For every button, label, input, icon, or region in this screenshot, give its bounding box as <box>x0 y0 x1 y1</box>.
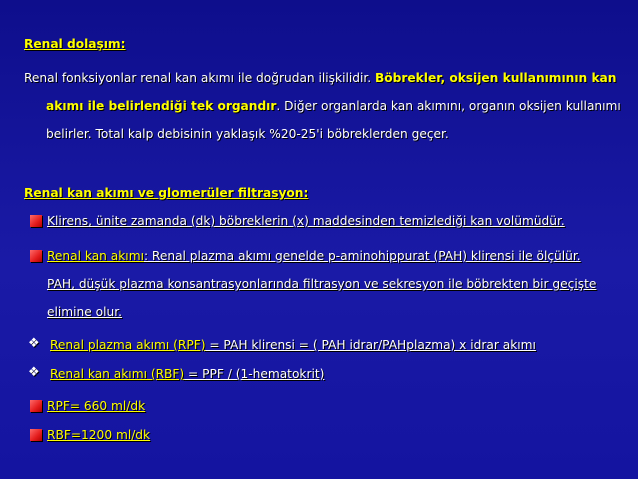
section2-heading <box>24 185 308 201</box>
rpf-term: Renal plazma akımı (RPF) <box>50 338 206 352</box>
bullet-rbf-formula <box>50 366 324 382</box>
klirens-term: Klirens <box>47 214 89 228</box>
klirens-definition: , ünite zamanda (dk) böbreklerin (x) maddesinden temizlediği kan volümüdür. <box>88 214 565 228</box>
bullet-rbf-value <box>47 427 150 443</box>
rbf-value-text: RBF=1200 ml/dk <box>47 428 151 442</box>
section2-heading-text: Renal kan akımı ve glomerüler filtrasyon: <box>24 186 309 200</box>
renal-kan-akimi-term: Renal kan akımı <box>47 249 144 263</box>
renal-kan-akimi-line3-text: elimine olur. <box>47 305 122 319</box>
bullet-renal-kan-akimi-line1 <box>47 248 581 264</box>
section1-para-line3 <box>46 126 449 142</box>
rbf-term: Renal kan akımı (RBF) <box>50 367 185 381</box>
red-square-bullet-icon <box>30 429 42 441</box>
red-square-bullet-icon <box>30 400 42 412</box>
bullet-renal-kan-akimi-line2 <box>47 276 596 292</box>
rpf-value-text: RPF= 660 ml/dk <box>47 399 146 413</box>
bullet-rpf-value <box>47 398 145 414</box>
renal-kan-akimi-line1-text: : Renal plazma akımı genelde p-aminohippurat (PAH) klirensi ile ölçülür. <box>143 249 581 263</box>
rbf-formula-text: = PPF / (1-hematokrit) <box>184 367 325 381</box>
red-square-bullet-icon <box>30 215 42 227</box>
section1-heading-text: Renal dolaşım: <box>24 37 126 51</box>
four-diamond-bullet-icon: ❖ <box>28 365 40 380</box>
red-square-bullet-icon <box>30 250 42 262</box>
bullet-klirens <box>47 213 565 229</box>
section1-para-line1 <box>24 70 616 86</box>
section1-heading <box>24 36 125 52</box>
bullet-renal-kan-akimi-line3 <box>47 304 122 320</box>
para-line1-text: Renal fonksiyonlar renal kan akımı ile doğrudan ilişkilidir. <box>24 71 376 85</box>
para-line2-emphasis: akımı ile belirlendiği tek organdır <box>46 99 277 113</box>
bullet-rpf-formula <box>50 337 536 353</box>
para-line2-text: . Diğer organlarda kan akımını, organın oksijen kullanımı <box>276 99 621 113</box>
section1-para-line2 <box>46 98 621 114</box>
four-diamond-bullet-icon: ❖ <box>28 336 40 351</box>
para-line3-text: belirler. Total kalp debisinin yaklaşık %20-25'i böbreklerden geçer. <box>46 127 449 141</box>
para-line1-emphasis: Böbrekler, oksijen kullanımının kan <box>375 71 617 85</box>
renal-kan-akimi-line2-text: PAH, düşük plazma konsantrasyonlarında filtrasyon ve sekresyon ile böbrekten bir geçişte <box>47 277 597 291</box>
rpf-formula-text: = PAH klirensi = ( PAH idrar/PAHplazma) x idrar akımı <box>205 338 536 352</box>
